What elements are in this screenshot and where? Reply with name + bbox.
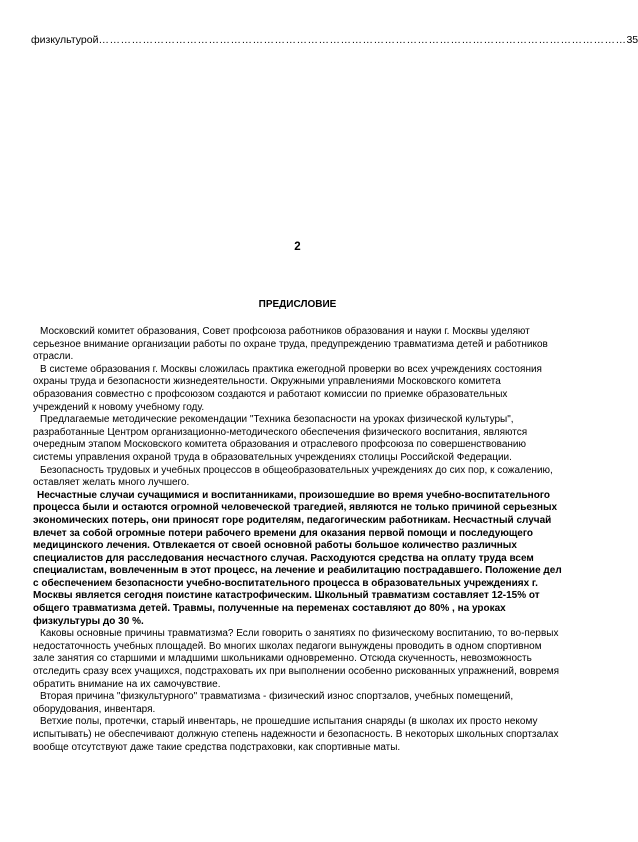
paragraph: Ветхие полы, протечки, старый инвентарь, не прошедшие испытания снаряды (в школах их просто некому испытывать) не обеспечивают должную степень надежности и безопасность. В некоторых школьных спортзалах вообще отсутствуют даже такие средства подстраховки, как спортивные маты. bbox=[33, 716, 559, 753]
body-text bbox=[33, 326, 563, 754]
paragraph: Каковы основные причины травматизма? Если говорить о занятиях по физическому воспитанию, то во-первых недостаточность учебных площадей. Во многих школах педагоги вынуждены проводить в одном спортивном зале занятия со старшими и младшими школьниками одновременно. Отсюда скученность, невозможность отследить сразу всех учащихся, подстраховать их при выполнении особенно рискованных упражнений, вовремя обратить внимание на их самочувствие. bbox=[33, 628, 560, 690]
section-title: ПРЕДИСЛОВИЕ bbox=[258, 299, 337, 310]
paragraph: Московский комитет образования, Совет профсоюза работников образования и науки г. Москвы уделяют серьезное внимание организации работы по охране труда, предупреждению травматизма детей и работников отрасли. bbox=[33, 326, 548, 363]
paragraph: Безопасность трудовых и учебных процессов в общеобразовательных учреждениях до сих пор, к сожалению, оставляет желать много лучшего. bbox=[33, 464, 553, 489]
toc-entry bbox=[31, 33, 638, 47]
toc-entry-label: физкультурой bbox=[31, 34, 99, 46]
paragraph-bold: Несчастные случаи сучащимися и воспитанниками, произошедшие во время учебно-воспитательного процесса были и остаются огромной человеческой трагедией, являются не только причиной серьезных экономических потерь, они приносят горе родителям, педагогическим работникам. Несчастный случай влечет за собой огромные потери рабочего времени для оказания первой помощи и последующего медицинского лечения. Отвлекается от своей основной работы большое количество различных специалистов для расследования несчастного случая. Расходуются средства на оплату труда всем специалистам, вовлеченным в этот процесс, на лечение и реабилитацию пострадавшего. Положение дел с обеспечением безопасности учебно-воспитательного процесса в образовательных учреждениях г. Москвы является сегодня поистине катастрофическим. Школьный травматизм составляет 12-15% от общего травматизма детей. Травмы, полученные на переменах составляют до 80% , на уроках физкультуры до 30 %. bbox=[33, 489, 562, 627]
toc-entry-page: 35 bbox=[626, 34, 638, 46]
paragraph: В системе образования г. Москвы сложилась практика ежегодной проверки во всех учреждениях состояния охраны труда и безопасности жизнедеятельности. Окружными управлениями Московского комитета образования совместно с профсоюзом создаются и работают комиссии по приемке образовательных учреждений к новому учебному году. bbox=[33, 363, 542, 413]
toc-entry-leader: ……………………………………………………………………………………………………………………………… bbox=[98, 34, 627, 46]
paragraph: Предлагаемые методические рекомендации "Техника безопасности на уроках физической культуры", разработанные Центром организационно-методического обеспечения физического воспитания, являются очередным этапом Московского комитета образования и отраслевого профсоюза по совершенствованию системы управления охраной труда в образовательных учреждениях столицы Российской Федерации. bbox=[33, 414, 528, 463]
page-number: 2 bbox=[294, 241, 301, 253]
paragraph: Вторая причина "физкультурного" травматизма - физический износ спортзалов, учебных помещений, оборудования, инвентаря. bbox=[33, 691, 514, 715]
